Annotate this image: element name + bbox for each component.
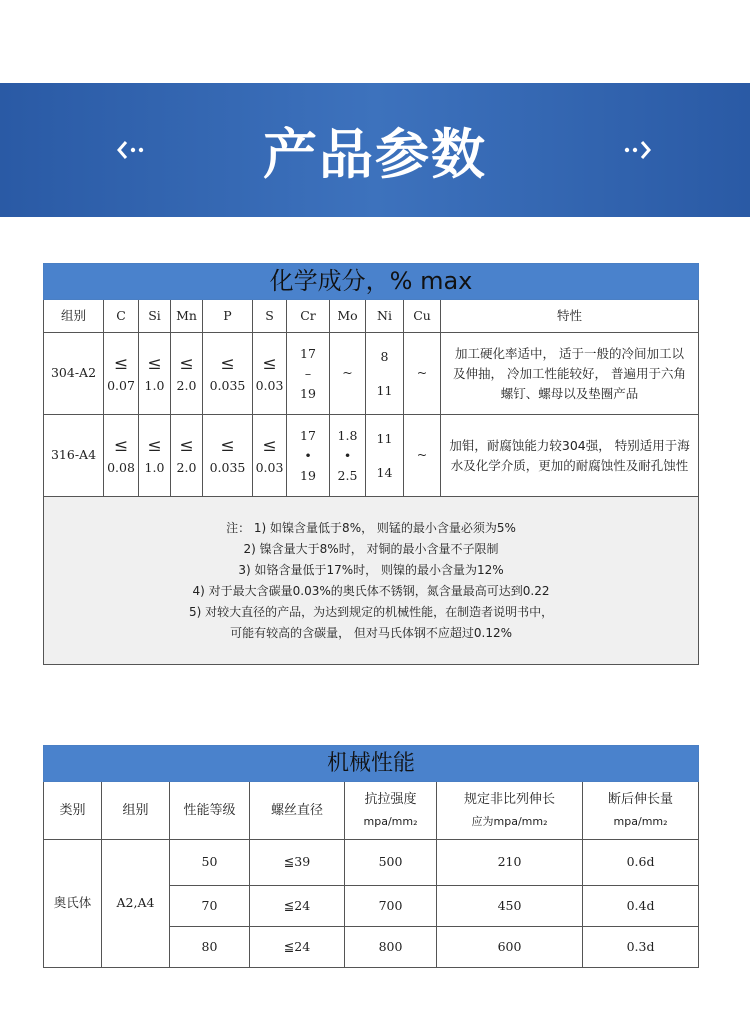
column-header: 规定非比列伸长 应为mpa/mm₂ [437, 782, 583, 840]
column-header: 断后伸长量 mpa/mm₂ [583, 782, 699, 840]
column-header: Mo [330, 300, 366, 333]
note-line: 注： 1) 如镍含量低于8%， 则锰的最小含量必须为5% [226, 520, 516, 535]
note-line: 5) 对较大直径的产品，为达到规定的机械性能，在制造者说明书中， [188, 604, 554, 619]
group-cell: 316-A4 [44, 415, 104, 497]
category-cell: 奥氏体 [44, 840, 102, 968]
column-header: 螺丝直径 [250, 782, 345, 840]
table-row: 316-A4 ≤ 0.08 ≤ 1.0 ≤ 2.0 ≤ 0.035 ≤ 0.03 17 • 19 1.8 • 2.5 11 14 ~ 加钼，耐腐蚀能力较304强， 特别适用于海水及化学介质，更加的耐腐蚀性及耐孔蚀性 [44, 415, 699, 497]
page-title: 产品参数 [263, 122, 487, 186]
mechanical-table-title: 机械性能 [44, 746, 699, 782]
feature-cell: 加钼，耐腐蚀能力较304强， 特别适用于海水及化学介质，更加的耐腐蚀性及耐孔蚀性 [441, 415, 699, 497]
table-row: 304-A2 ≤ 0.07 ≤ 1.0 ≤ 2.0 ≤ 0.035 ≤ 0.03 17 – 19 ~ 8 11 ~ 加工硬化率适中， 适于一般的冷间加工以及伸抽， 冷加工性能较好， 普遍用于六角螺钉、螺母以及垫圈产品 [44, 333, 699, 415]
column-header: P [203, 300, 253, 333]
feature-cell: 加工硬化率适中， 适于一般的冷间加工以及伸抽， 冷加工性能较好， 普遍用于六角螺钉、螺母以及垫圈产品 [441, 333, 699, 415]
column-header: C [104, 300, 139, 333]
column-header: Si [139, 300, 171, 333]
column-header: Cu [404, 300, 441, 333]
column-header: 组别 [102, 782, 170, 840]
note-line: 2) 镍含量大于8%时， 对铜的最小含量不子限制 [243, 541, 499, 556]
note-line: 可能有较高的含碳量， 但对马氏体钢不应超过0.12% [230, 625, 512, 640]
chemical-table-title: 化学成分，% max [44, 264, 699, 300]
group-cell: 304-A2 [44, 333, 104, 415]
note-line: 3) 如铬含量低于17%时， 则镍的最小含量为12% [238, 562, 504, 577]
chemical-header-row [44, 300, 699, 333]
chevron-right-dots-icon [622, 138, 652, 162]
mechanical-properties-table [43, 745, 699, 968]
column-header: 抗拉强度 mpa/mm₂ [345, 782, 437, 840]
notes-cell [44, 497, 699, 665]
column-header: Ni [366, 300, 404, 333]
column-header: 组别 [44, 300, 104, 333]
chemical-composition-table [43, 263, 699, 665]
group-cell: A2,A4 [102, 840, 170, 968]
column-header: Cr [287, 300, 330, 333]
column-header: S [253, 300, 287, 333]
table-row: 80 ≦24 800 600 0.3d [44, 927, 699, 968]
mechanical-header-row [44, 782, 699, 840]
column-header: 特性 [441, 300, 699, 333]
table-row: 70 ≦24 700 450 0.4d [44, 886, 699, 927]
column-header: 类别 [44, 782, 102, 840]
note-line: 4) 对于最大含碳量0.03%的奥氏体不锈钢，氮含量最高可达到0.22 [192, 583, 550, 598]
column-header: Mn [171, 300, 203, 333]
table-row: 奥氏体 A2,A4 50 ≦39 500 210 0.6d [44, 840, 699, 886]
column-header: 性能等级 [170, 782, 250, 840]
header-banner [0, 83, 750, 217]
